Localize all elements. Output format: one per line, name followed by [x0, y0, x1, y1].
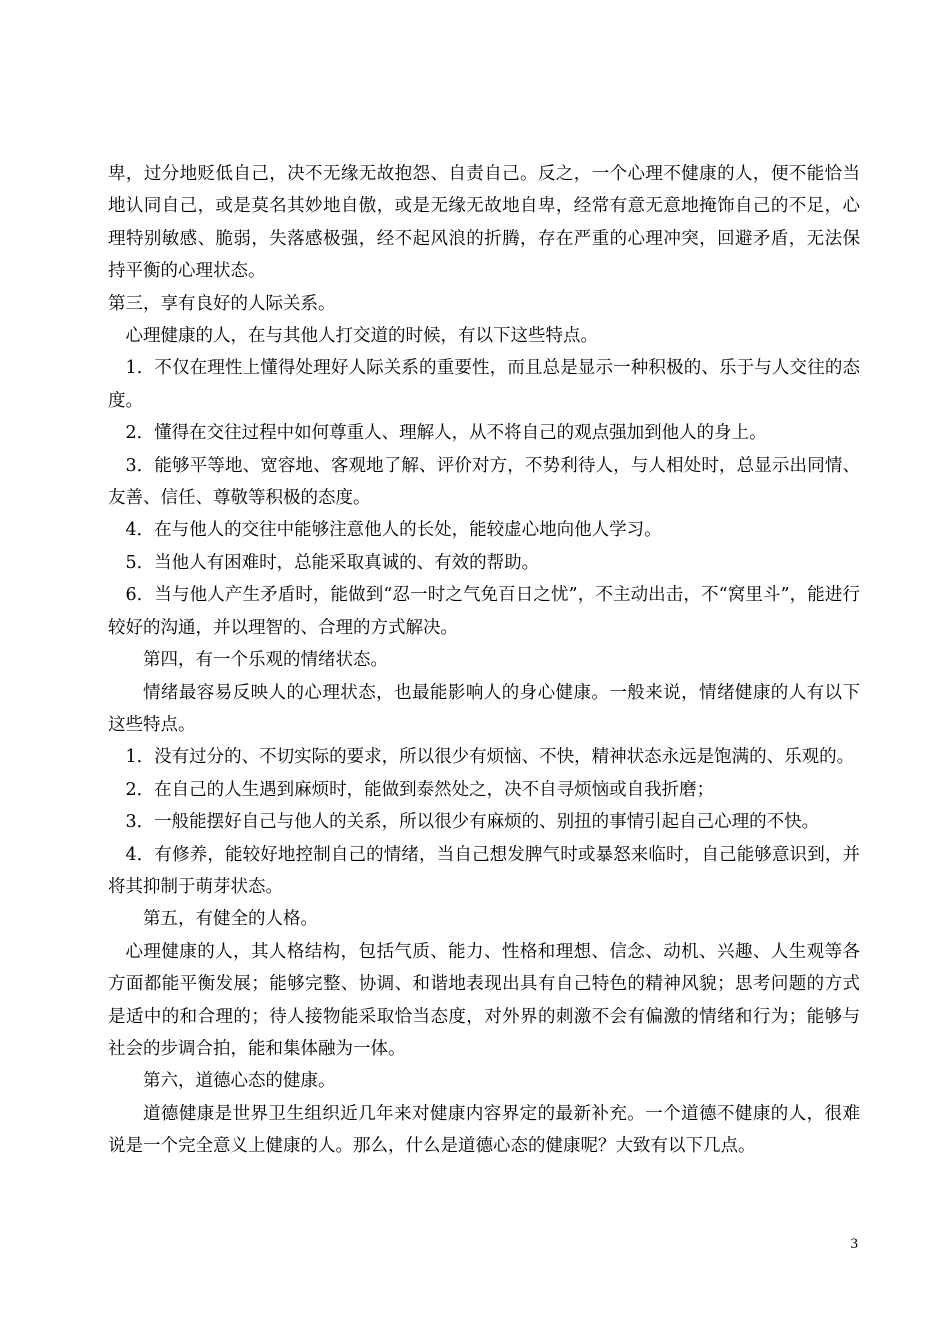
list-item-interpersonal-1: 1．不仅在理性上懂得处理好人际关系的重要性，而且总是显示一种积极的、乐于与人交往的态度。	[108, 358, 860, 411]
list-item-interpersonal-6: 6．当与他人产生矛盾时，能做到“忍一时之气免百日之忧”，不主动出击，不“窝里斗”，能进行较好的沟通，并以理智的、合理的方式解决。	[108, 585, 860, 638]
list-item-interpersonal-5: 5．当他人有困难时，总能采取真诚的、有效的帮助。	[125, 552, 540, 573]
list-item-emotion-1: 1．没有过分的、不切实际的要求，所以很少有烦恼、不快，精神状态永远是饱满的、乐观的。	[125, 747, 855, 768]
list-item-interpersonal-2: 2．懂得在交往过程中如何尊重人、理解人，从不将自己的观点强加到他人的身上。	[125, 423, 767, 444]
heading-sixth-morality: 第六，道德心态的健康。	[143, 1071, 336, 1092]
list-item-emotion-3: 3．一般能摆好自己与他人的关系，所以很少有麻烦的、别扭的事情引起自己心理的不快。	[125, 812, 820, 833]
paragraph-interpersonal-intro: 心理健康的人，在与其他人打交道的时候，有以下这些特点。	[125, 326, 598, 347]
paragraph-self-acceptance-continued: 卑，过分地贬低自己，决不无缘无故抱怨、自责自己。反之，一个心理不健康的人，便不能恰当地认同自己，或是莫名其妙地自傲，或是无缘无故地自卑，经常有意无意地掩饰自己的不足，心理特别敏感、脆弱，失落感极强，经不起风浪的折腾，存在严重的心理冲突，回避矛盾，无法保持平衡的心理状态。	[108, 164, 860, 282]
list-item-interpersonal-4: 4．在与他人的交往中能够注意他人的长处，能较虚心地向他人学习。	[125, 520, 662, 541]
heading-third-interpersonal: 第三，享有良好的人际关系。	[108, 293, 336, 314]
list-item-interpersonal-3: 3．能够平等地、宽容地、客观地了解、评价对方，不势利待人，与人相处时，总显示出同情、友善、信任、尊敬等积极的态度。	[108, 455, 860, 509]
paragraph-personality: 心理健康的人，其人格结构，包括气质、能力、性格和理想、信念、动机、兴趣、人生观等各方面都能平衡发展；能够完整、协调、和谐地表现出具有自己特色的精神风貌；思考问题的方式是适中的和合理的；待人接物能采取恰当态度，对外界的刺激不会有偏激的情绪和行为；能够与社会的步调合拍，能和集体融为一体。	[108, 941, 860, 1059]
document-body	[108, 158, 860, 1163]
paragraph-morality: 道德健康是世界卫生组织近几年来对健康内容界定的最新补充。一个道德不健康的人，很难说是一个完全意义上健康的人。那么，什么是道德心态的健康呢？大致有以下几点。	[108, 1103, 860, 1157]
page-number: 3	[850, 1236, 858, 1252]
list-item-emotion-4: 4．有修养，能较好地控制自己的情绪，当自己想发脾气时或暴怒来临时，自己能够意识到，并将其抑制于萌芽状态。	[108, 844, 860, 897]
paragraph-emotion-intro: 情绪最容易反映人的心理状态，也最能影响人的身心健康。一般来说，情绪健康的人有以下这些特点。	[108, 682, 860, 735]
heading-fourth-emotion: 第四，有一个乐观的情绪状态。	[143, 650, 388, 671]
list-item-emotion-2: 2．在自己的人生遇到麻烦时，能做到泰然处之，决不自寻烦恼或自我折磨；	[125, 779, 715, 800]
heading-fifth-personality: 第五，有健全的人格。	[143, 909, 318, 930]
